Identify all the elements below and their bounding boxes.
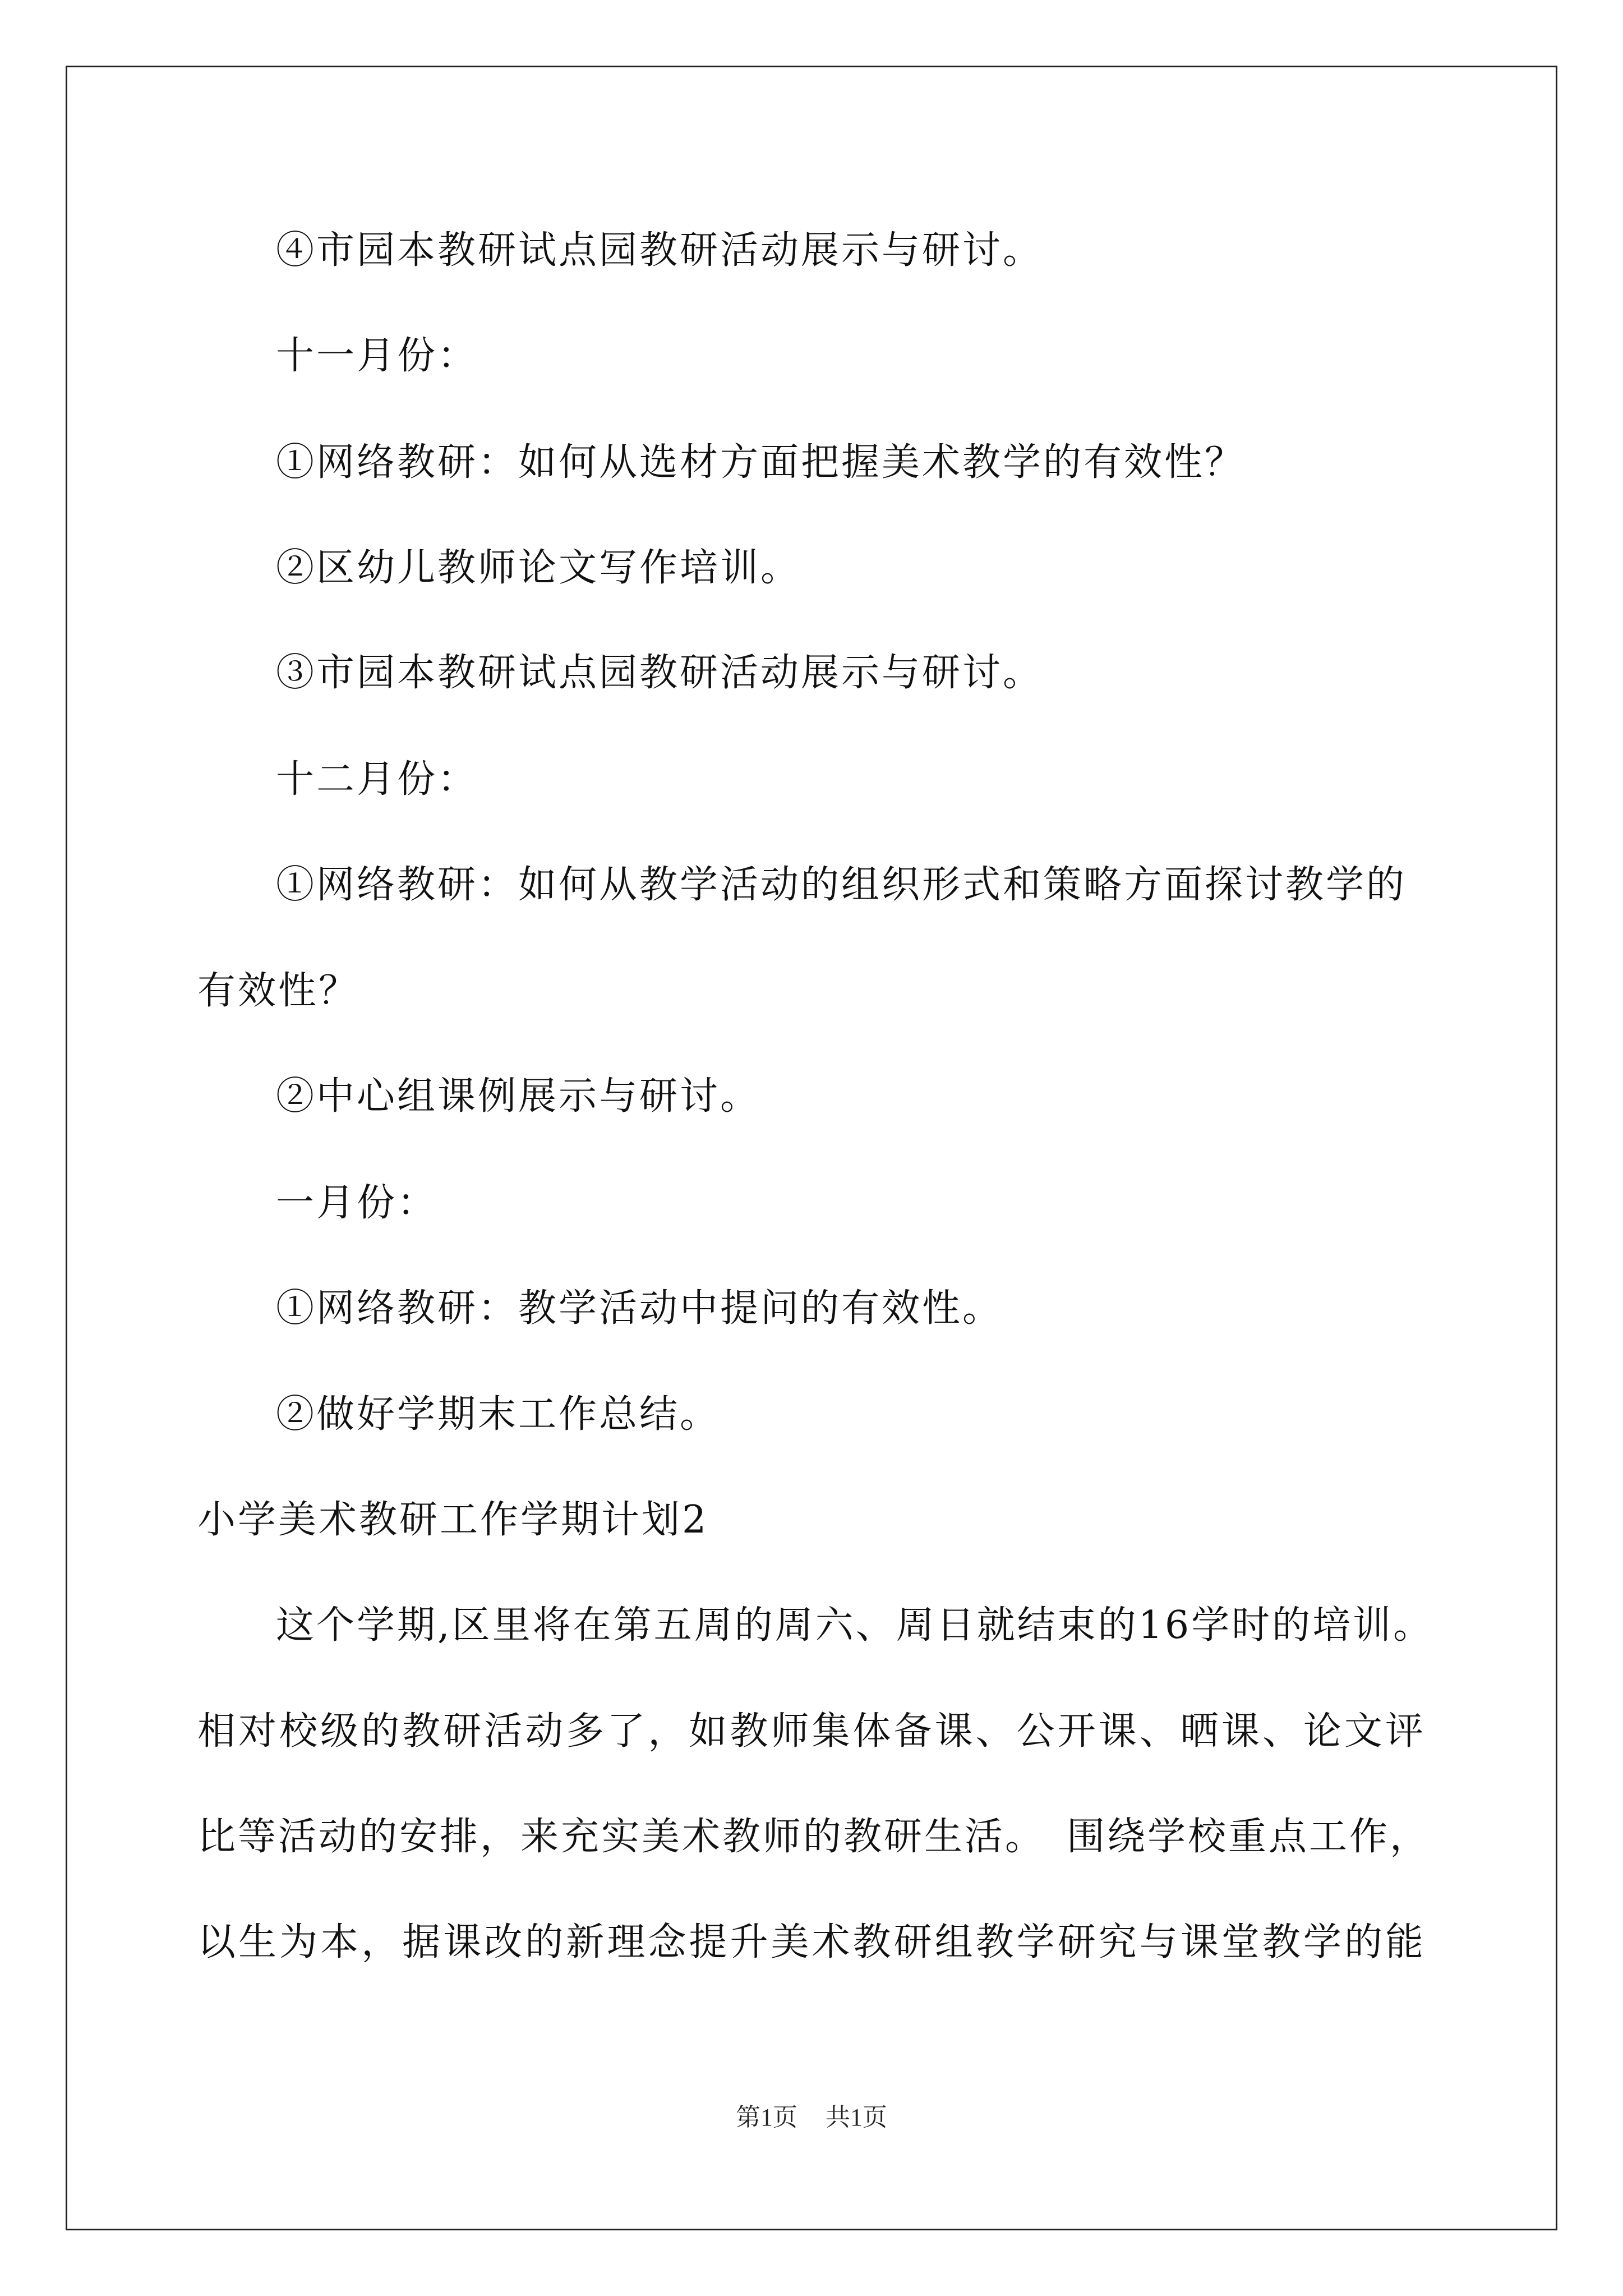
month-heading: 一月份： [276, 1181, 438, 1225]
paragraph-line: ①网络教研：如何从教学活动的组织形式和策略方面探讨教学的 [276, 863, 1407, 907]
paragraph-line: ①网络教研：如何从选材方面把握美术教学的有效性？ [276, 440, 1246, 485]
paragraph-line: ②做好学期末工作总结。 [276, 1392, 721, 1437]
paragraph-line: 比等活动的安排，来充实美术教师的教研生活。 围绕学校重点工作， [197, 1815, 1431, 1859]
paragraph-line: 相对校级的教研活动多了，如教师集体备课、公开课、晒课、论文评 [197, 1709, 1426, 1754]
paragraph-line: ④市园本教研试点园教研活动展示与研讨。 [276, 228, 1044, 273]
paragraph-line: 有效性？ [197, 969, 359, 1013]
section-title: 小学美术教研工作学期计划2 [197, 1498, 709, 1542]
paragraph-line: 这个学期,区里将在第五周的周六、周日就结束的16学时的培训。 [276, 1603, 1434, 1648]
page-total: 共1页 [826, 2104, 887, 2131]
paragraph-line: ②区幼儿教师论文写作培训。 [276, 546, 801, 590]
page-footer [0, 2101, 1623, 2134]
page-border [66, 66, 1557, 2230]
paragraph-line: ③市园本教研试点园教研活动展示与研讨。 [276, 651, 1044, 695]
month-heading: 十二月份： [276, 757, 478, 802]
paragraph-line: ②中心组课例展示与研讨。 [276, 1074, 761, 1119]
paragraph-line: 以生为本，据课改的新理念提升美术教研组教学研究与课堂教学的能 [197, 1920, 1426, 1964]
month-heading: 十一月份： [276, 334, 478, 378]
paragraph-line: ①网络教研：教学活动中提问的有效性。 [276, 1286, 1003, 1331]
page-number: 第1页 [736, 2104, 797, 2131]
